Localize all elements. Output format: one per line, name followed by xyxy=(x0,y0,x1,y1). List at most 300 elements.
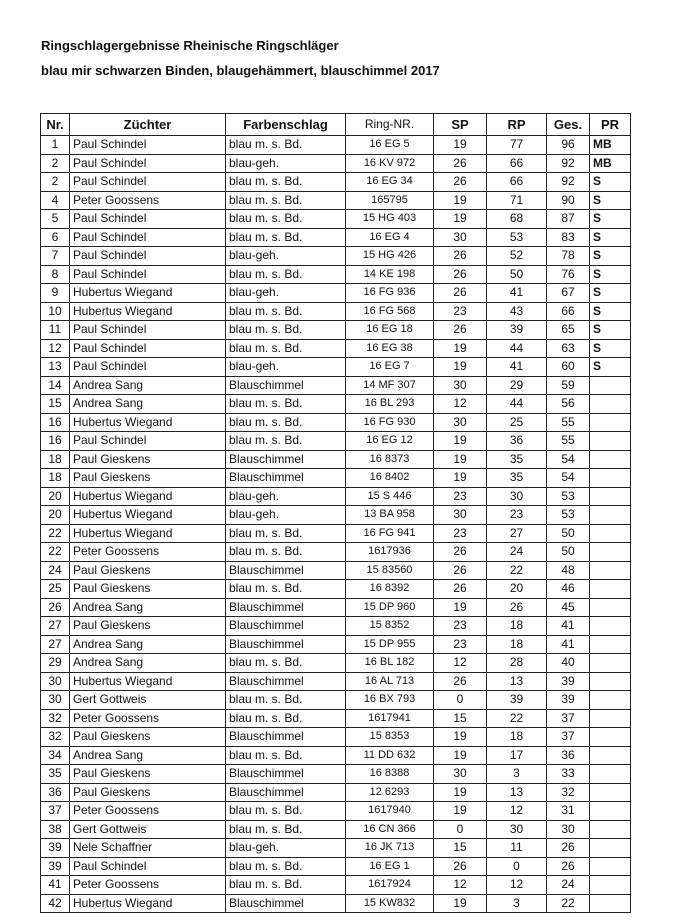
cell-pr xyxy=(590,395,631,414)
table-row xyxy=(41,876,631,895)
cell-sp: 26 xyxy=(434,580,487,599)
cell-rp: 26 xyxy=(487,598,547,617)
cell-rp: 35 xyxy=(487,469,547,488)
cell-sp: 19 xyxy=(434,210,487,229)
cell-pr: S xyxy=(590,173,631,192)
table-row xyxy=(41,635,631,654)
cell-ring-nr: 16 EG 7 xyxy=(346,358,434,377)
cell-ring-nr: 16 EG 12 xyxy=(346,432,434,451)
cell-sp: 15 xyxy=(434,709,487,728)
cell-ges: 50 xyxy=(547,524,590,543)
cell-sp: 19 xyxy=(434,728,487,747)
cell-pr: S xyxy=(590,265,631,284)
table-row xyxy=(41,894,631,913)
cell-farbenschlag: blau-geh. xyxy=(226,154,346,173)
cell-sp: 30 xyxy=(434,765,487,784)
cell-pr: S xyxy=(590,321,631,340)
cell-zuechter: Peter Goossens xyxy=(70,543,226,562)
table-row xyxy=(41,173,631,192)
cell-sp: 23 xyxy=(434,302,487,321)
cell-nr: 37 xyxy=(41,802,70,821)
cell-ring-nr: 14 MF 307 xyxy=(346,376,434,395)
cell-ges: 56 xyxy=(547,395,590,414)
cell-rp: 20 xyxy=(487,580,547,599)
cell-rp: 11 xyxy=(487,839,547,858)
cell-zuechter: Andrea Sang xyxy=(70,746,226,765)
table-row xyxy=(41,524,631,543)
cell-zuechter: Gert Gottweis xyxy=(70,691,226,710)
cell-ring-nr: 16 EG 18 xyxy=(346,321,434,340)
cell-ring-nr: 16 BX 793 xyxy=(346,691,434,710)
cell-rp: 30 xyxy=(487,820,547,839)
cell-ges: 36 xyxy=(547,746,590,765)
cell-sp: 23 xyxy=(434,635,487,654)
cell-rp: 39 xyxy=(487,691,547,710)
cell-nr: 30 xyxy=(41,672,70,691)
cell-zuechter: Nele Schaffner xyxy=(70,839,226,858)
cell-ring-nr: 16 KV 972 xyxy=(346,154,434,173)
table-row xyxy=(41,284,631,303)
table-row xyxy=(41,709,631,728)
cell-nr: 18 xyxy=(41,469,70,488)
cell-pr xyxy=(590,802,631,821)
cell-farbenschlag: blau-geh. xyxy=(226,839,346,858)
cell-farbenschlag: blau m. s. Bd. xyxy=(226,191,346,210)
cell-rp: 35 xyxy=(487,450,547,469)
cell-ring-nr: 14 KE 198 xyxy=(346,265,434,284)
cell-ges: 54 xyxy=(547,450,590,469)
cell-rp: 36 xyxy=(487,432,547,451)
cell-ring-nr: 1617924 xyxy=(346,876,434,895)
cell-pr xyxy=(590,506,631,525)
cell-zuechter: Paul Schindel xyxy=(70,857,226,876)
cell-nr: 25 xyxy=(41,580,70,599)
cell-pr xyxy=(590,487,631,506)
cell-rp: 13 xyxy=(487,672,547,691)
cell-ges: 37 xyxy=(547,709,590,728)
cell-ges: 46 xyxy=(547,580,590,599)
cell-sp: 12 xyxy=(434,654,487,673)
cell-sp: 19 xyxy=(434,136,487,155)
cell-zuechter: Hubertus Wiegand xyxy=(70,487,226,506)
cell-zuechter: Peter Goossens xyxy=(70,876,226,895)
cell-farbenschlag: blau m. s. Bd. xyxy=(226,173,346,192)
cell-pr: S xyxy=(590,210,631,229)
cell-farbenschlag: blau m. s. Bd. xyxy=(226,432,346,451)
cell-ges: 39 xyxy=(547,691,590,710)
cell-ges: 66 xyxy=(547,302,590,321)
cell-sp: 15 xyxy=(434,839,487,858)
cell-farbenschlag: blau m. s. Bd. xyxy=(226,691,346,710)
cell-pr xyxy=(590,783,631,802)
cell-farbenschlag: blau m. s. Bd. xyxy=(226,228,346,247)
cell-zuechter: Paul Schindel xyxy=(70,265,226,284)
cell-zuechter: Paul Schindel xyxy=(70,154,226,173)
cell-pr xyxy=(590,672,631,691)
cell-ges: 59 xyxy=(547,376,590,395)
cell-farbenschlag: Blauschimmel xyxy=(226,561,346,580)
cell-rp: 29 xyxy=(487,376,547,395)
cell-rp: 18 xyxy=(487,635,547,654)
cell-rp: 66 xyxy=(487,154,547,173)
header-ring-nr: Ring-NR. xyxy=(346,114,434,136)
cell-zuechter: Paul Gieskens xyxy=(70,580,226,599)
cell-rp: 25 xyxy=(487,413,547,432)
cell-ges: 54 xyxy=(547,469,590,488)
cell-pr xyxy=(590,746,631,765)
cell-pr xyxy=(590,635,631,654)
cell-rp: 50 xyxy=(487,265,547,284)
header-farbenschlag: Farbenschlag xyxy=(226,114,346,136)
cell-pr: S xyxy=(590,228,631,247)
cell-nr: 39 xyxy=(41,857,70,876)
table-row xyxy=(41,247,631,266)
cell-rp: 68 xyxy=(487,210,547,229)
cell-farbenschlag: Blauschimmel xyxy=(226,376,346,395)
cell-ges: 78 xyxy=(547,247,590,266)
cell-zuechter: Paul Schindel xyxy=(70,247,226,266)
cell-sp: 12 xyxy=(434,876,487,895)
cell-ges: 33 xyxy=(547,765,590,784)
cell-zuechter: Paul Gieskens xyxy=(70,450,226,469)
cell-zuechter: Hubertus Wiegand xyxy=(70,894,226,913)
cell-nr: 8 xyxy=(41,265,70,284)
cell-pr: MB xyxy=(590,154,631,173)
cell-rp: 22 xyxy=(487,561,547,580)
cell-rp: 41 xyxy=(487,358,547,377)
cell-nr: 7 xyxy=(41,247,70,266)
cell-sp: 23 xyxy=(434,617,487,636)
cell-ges: 67 xyxy=(547,284,590,303)
cell-nr: 29 xyxy=(41,654,70,673)
header-row xyxy=(41,114,631,136)
cell-ring-nr: 16 FG 930 xyxy=(346,413,434,432)
cell-farbenschlag: blau m. s. Bd. xyxy=(226,210,346,229)
table-row xyxy=(41,136,631,155)
cell-ges: 87 xyxy=(547,210,590,229)
cell-ges: 76 xyxy=(547,265,590,284)
cell-nr: 42 xyxy=(41,894,70,913)
cell-ring-nr: 15 HG 403 xyxy=(346,210,434,229)
table-row xyxy=(41,598,631,617)
cell-sp: 19 xyxy=(434,339,487,358)
cell-nr: 12 xyxy=(41,339,70,358)
cell-ring-nr: 16 AL 713 xyxy=(346,672,434,691)
cell-nr: 20 xyxy=(41,487,70,506)
cell-nr: 2 xyxy=(41,154,70,173)
cell-ges: 26 xyxy=(547,839,590,858)
cell-rp: 13 xyxy=(487,783,547,802)
cell-ring-nr: 16 EG 5 xyxy=(346,136,434,155)
cell-nr: 1 xyxy=(41,136,70,155)
cell-sp: 26 xyxy=(434,561,487,580)
cell-pr xyxy=(590,413,631,432)
cell-zuechter: Hubertus Wiegand xyxy=(70,302,226,321)
cell-ring-nr: 15 DP 955 xyxy=(346,635,434,654)
cell-farbenschlag: blau m. s. Bd. xyxy=(226,136,346,155)
cell-ring-nr: 15 83560 xyxy=(346,561,434,580)
table-row xyxy=(41,580,631,599)
cell-rp: 53 xyxy=(487,228,547,247)
table-row xyxy=(41,191,631,210)
cell-zuechter: Andrea Sang xyxy=(70,635,226,654)
table-row xyxy=(41,358,631,377)
cell-sp: 30 xyxy=(434,506,487,525)
cell-farbenschlag: blau m. s. Bd. xyxy=(226,654,346,673)
cell-pr xyxy=(590,598,631,617)
table-row xyxy=(41,265,631,284)
cell-farbenschlag: blau-geh. xyxy=(226,284,346,303)
cell-farbenschlag: blau m. s. Bd. xyxy=(226,709,346,728)
cell-ges: 55 xyxy=(547,432,590,451)
cell-zuechter: Peter Goossens xyxy=(70,191,226,210)
cell-pr: S xyxy=(590,191,631,210)
cell-ring-nr: 11 DD 632 xyxy=(346,746,434,765)
cell-rp: 30 xyxy=(487,487,547,506)
cell-rp: 18 xyxy=(487,617,547,636)
cell-ges: 41 xyxy=(547,617,590,636)
cell-nr: 6 xyxy=(41,228,70,247)
cell-zuechter: Andrea Sang xyxy=(70,598,226,617)
cell-sp: 26 xyxy=(434,284,487,303)
cell-ring-nr: 16 8388 xyxy=(346,765,434,784)
cell-nr: 16 xyxy=(41,413,70,432)
cell-ges: 60 xyxy=(547,358,590,377)
cell-farbenschlag: blau m. s. Bd. xyxy=(226,876,346,895)
cell-nr: 22 xyxy=(41,543,70,562)
cell-nr: 27 xyxy=(41,635,70,654)
cell-sp: 12 xyxy=(434,395,487,414)
cell-rp: 17 xyxy=(487,746,547,765)
cell-zuechter: Andrea Sang xyxy=(70,654,226,673)
cell-nr: 10 xyxy=(41,302,70,321)
cell-farbenschlag: blau m. s. Bd. xyxy=(226,265,346,284)
table-row xyxy=(41,820,631,839)
cell-farbenschlag: blau m. s. Bd. xyxy=(226,524,346,543)
cell-zuechter: Paul Schindel xyxy=(70,321,226,340)
table-row xyxy=(41,746,631,765)
cell-sp: 19 xyxy=(434,450,487,469)
header-ges: Ges. xyxy=(547,114,590,136)
cell-nr: 34 xyxy=(41,746,70,765)
cell-sp: 19 xyxy=(434,894,487,913)
cell-sp: 26 xyxy=(434,543,487,562)
cell-nr: 9 xyxy=(41,284,70,303)
cell-farbenschlag: blau-geh. xyxy=(226,487,346,506)
cell-nr: 36 xyxy=(41,783,70,802)
cell-pr xyxy=(590,376,631,395)
cell-farbenschlag: blau-geh. xyxy=(226,506,346,525)
cell-pr: S xyxy=(590,302,631,321)
cell-rp: 3 xyxy=(487,894,547,913)
results-body xyxy=(41,136,631,913)
cell-rp: 41 xyxy=(487,284,547,303)
cell-ges: 30 xyxy=(547,820,590,839)
cell-pr xyxy=(590,524,631,543)
cell-sp: 19 xyxy=(434,469,487,488)
cell-nr: 15 xyxy=(41,395,70,414)
table-row xyxy=(41,376,631,395)
cell-ges: 83 xyxy=(547,228,590,247)
cell-farbenschlag: blau m. s. Bd. xyxy=(226,820,346,839)
cell-zuechter: Peter Goossens xyxy=(70,709,226,728)
cell-nr: 4 xyxy=(41,191,70,210)
cell-sp: 0 xyxy=(434,691,487,710)
cell-nr: 16 xyxy=(41,432,70,451)
table-row xyxy=(41,487,631,506)
cell-zuechter: Paul Schindel xyxy=(70,173,226,192)
cell-ges: 31 xyxy=(547,802,590,821)
cell-rp: 77 xyxy=(487,136,547,155)
cell-nr: 38 xyxy=(41,820,70,839)
cell-farbenschlag: blau m. s. Bd. xyxy=(226,339,346,358)
cell-nr: 27 xyxy=(41,617,70,636)
cell-ring-nr: 12 6293 xyxy=(346,783,434,802)
header-nr: Nr. xyxy=(41,114,70,136)
cell-sp: 26 xyxy=(434,321,487,340)
cell-farbenschlag: blau m. s. Bd. xyxy=(226,302,346,321)
cell-farbenschlag: Blauschimmel xyxy=(226,617,346,636)
table-row xyxy=(41,728,631,747)
table-row xyxy=(41,765,631,784)
cell-pr xyxy=(590,432,631,451)
table-row xyxy=(41,450,631,469)
table-row xyxy=(41,783,631,802)
cell-ring-nr: 1617941 xyxy=(346,709,434,728)
cell-farbenschlag: Blauschimmel xyxy=(226,635,346,654)
table-row xyxy=(41,672,631,691)
cell-farbenschlag: blau-geh. xyxy=(226,358,346,377)
table-row xyxy=(41,228,631,247)
table-row xyxy=(41,210,631,229)
cell-nr: 41 xyxy=(41,876,70,895)
cell-ges: 39 xyxy=(547,672,590,691)
cell-zuechter: Hubertus Wiegand xyxy=(70,413,226,432)
cell-nr: 32 xyxy=(41,728,70,747)
cell-pr xyxy=(590,709,631,728)
cell-ring-nr: 1617940 xyxy=(346,802,434,821)
table-row xyxy=(41,543,631,562)
cell-ring-nr: 165795 xyxy=(346,191,434,210)
cell-farbenschlag: Blauschimmel xyxy=(226,469,346,488)
table-row xyxy=(41,413,631,432)
cell-ges: 63 xyxy=(547,339,590,358)
cell-ges: 48 xyxy=(547,561,590,580)
cell-sp: 19 xyxy=(434,191,487,210)
cell-zuechter: Hubertus Wiegand xyxy=(70,672,226,691)
table-row xyxy=(41,839,631,858)
cell-rp: 27 xyxy=(487,524,547,543)
table-row xyxy=(41,802,631,821)
table-row xyxy=(41,321,631,340)
cell-pr xyxy=(590,839,631,858)
header-pr: PR xyxy=(590,114,631,136)
cell-ges: 26 xyxy=(547,857,590,876)
cell-pr xyxy=(590,450,631,469)
document-subtitle: blau mir schwarzen Binden, blaugehämmert, blauschimmel 2017 xyxy=(41,63,440,78)
cell-ring-nr: 16 EG 1 xyxy=(346,857,434,876)
cell-ring-nr: 13 BA 958 xyxy=(346,506,434,525)
cell-zuechter: Hubertus Wiegand xyxy=(70,506,226,525)
cell-ring-nr: 15 KW832 xyxy=(346,894,434,913)
cell-farbenschlag: blau m. s. Bd. xyxy=(226,580,346,599)
cell-sp: 26 xyxy=(434,173,487,192)
cell-sp: 19 xyxy=(434,432,487,451)
cell-farbenschlag: blau m. s. Bd. xyxy=(226,413,346,432)
cell-ring-nr: 16 EG 38 xyxy=(346,339,434,358)
cell-zuechter: Hubertus Wiegand xyxy=(70,284,226,303)
cell-ring-nr: 16 EG 4 xyxy=(346,228,434,247)
table-row xyxy=(41,339,631,358)
cell-ges: 53 xyxy=(547,487,590,506)
cell-rp: 39 xyxy=(487,321,547,340)
cell-pr: S xyxy=(590,339,631,358)
cell-sp: 23 xyxy=(434,487,487,506)
cell-zuechter: Hubertus Wiegand xyxy=(70,524,226,543)
cell-ring-nr: 16 EG 34 xyxy=(346,173,434,192)
cell-nr: 24 xyxy=(41,561,70,580)
cell-pr xyxy=(590,728,631,747)
cell-nr: 32 xyxy=(41,709,70,728)
cell-zuechter: Peter Goossens xyxy=(70,802,226,821)
cell-rp: 0 xyxy=(487,857,547,876)
header-rp: RP xyxy=(487,114,547,136)
cell-ges: 41 xyxy=(547,635,590,654)
cell-pr xyxy=(590,894,631,913)
table-row xyxy=(41,691,631,710)
cell-ges: 22 xyxy=(547,894,590,913)
cell-pr xyxy=(590,469,631,488)
cell-rp: 44 xyxy=(487,395,547,414)
cell-sp: 26 xyxy=(434,672,487,691)
cell-farbenschlag: blau m. s. Bd. xyxy=(226,802,346,821)
header-sp: SP xyxy=(434,114,487,136)
cell-rp: 23 xyxy=(487,506,547,525)
cell-farbenschlag: blau m. s. Bd. xyxy=(226,746,346,765)
cell-pr xyxy=(590,857,631,876)
cell-ges: 92 xyxy=(547,154,590,173)
cell-ges: 55 xyxy=(547,413,590,432)
cell-zuechter: Paul Gieskens xyxy=(70,617,226,636)
cell-ring-nr: 16 JK 713 xyxy=(346,839,434,858)
cell-farbenschlag: blau m. s. Bd. xyxy=(226,321,346,340)
cell-ges: 53 xyxy=(547,506,590,525)
cell-rp: 3 xyxy=(487,765,547,784)
table-row xyxy=(41,561,631,580)
cell-ring-nr: 16 FG 568 xyxy=(346,302,434,321)
cell-ges: 50 xyxy=(547,543,590,562)
cell-sp: 19 xyxy=(434,802,487,821)
cell-zuechter: Paul Gieskens xyxy=(70,728,226,747)
cell-pr xyxy=(590,820,631,839)
cell-zuechter: Andrea Sang xyxy=(70,395,226,414)
cell-zuechter: Paul Gieskens xyxy=(70,765,226,784)
table-row xyxy=(41,654,631,673)
cell-pr: S xyxy=(590,358,631,377)
cell-nr: 20 xyxy=(41,506,70,525)
cell-ring-nr: 16 FG 936 xyxy=(346,284,434,303)
cell-ges: 40 xyxy=(547,654,590,673)
cell-nr: 22 xyxy=(41,524,70,543)
cell-rp: 52 xyxy=(487,247,547,266)
cell-sp: 26 xyxy=(434,247,487,266)
cell-ges: 37 xyxy=(547,728,590,747)
cell-nr: 30 xyxy=(41,691,70,710)
cell-sp: 0 xyxy=(434,820,487,839)
cell-pr xyxy=(590,876,631,895)
cell-ring-nr: 16 BL 182 xyxy=(346,654,434,673)
cell-zuechter: Paul Schindel xyxy=(70,432,226,451)
